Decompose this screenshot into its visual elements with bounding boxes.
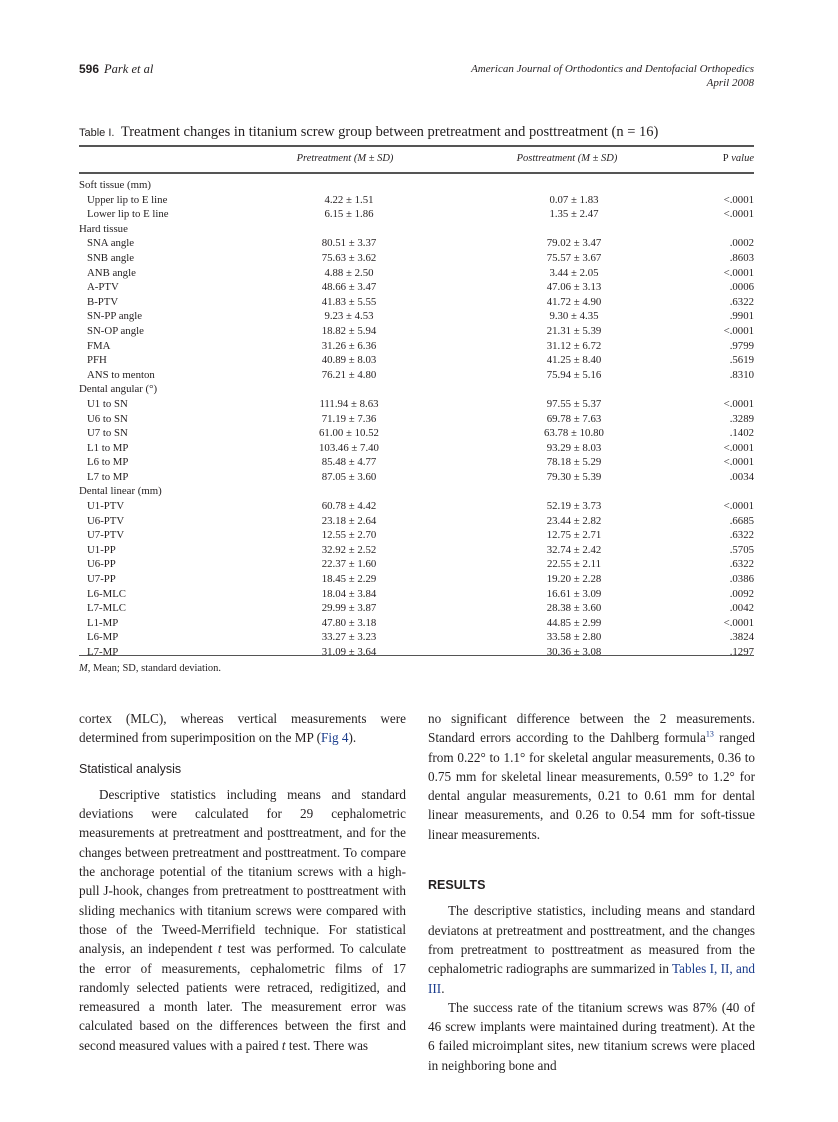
cell-label: ANS to menton bbox=[87, 368, 155, 381]
cell-label: L7-MP bbox=[87, 646, 119, 658]
cell-p: .1402 bbox=[729, 427, 754, 440]
cell-label: U6-PP bbox=[87, 558, 116, 571]
cell-label: Upper lip to E line bbox=[87, 193, 168, 206]
table-group-row bbox=[79, 382, 754, 397]
cell-pre: 32.92 ± 2.52 bbox=[321, 543, 377, 556]
cell-label: L7-MLC bbox=[87, 602, 126, 615]
paragraph: The descriptive statistics, including means and standard deviatons at pretreatment and posttreatment, and the changes from pretreatment to posttreatment as measured from the cephalometric radiographs are summarized in Tables I, II, and III. bbox=[428, 903, 756, 996]
cell-p: .5705 bbox=[729, 543, 754, 556]
cell-post: 22.55 ± 2.11 bbox=[546, 558, 602, 571]
table-row bbox=[79, 587, 754, 602]
paragraph: The success rate of the titanium screws was 87% (40 of 46 screw implants were maintained during treatment). At the 6 failed microimplant sites, new titanium screws were placed in neighboring bone and bbox=[428, 999, 755, 1073]
cell-label: U6-PTV bbox=[87, 514, 125, 527]
cell-p: .8603 bbox=[729, 251, 754, 264]
cell-p: <.0001 bbox=[723, 441, 754, 454]
cell-pre: 48.66 ± 3.47 bbox=[321, 281, 377, 294]
cell-pre: 60.78 ± 4.42 bbox=[321, 500, 377, 513]
cell-label: Dental linear (mm) bbox=[79, 485, 162, 498]
cell-post: 28.38 ± 3.60 bbox=[546, 602, 602, 615]
cell-p: .3289 bbox=[729, 412, 754, 425]
paragraph: no significant difference between the 2 measurements. Standard errors according to the Dahlberg formula$^{13}$ ranged from 0.22° to 1.1° for skeletal angular measurements, 0.36 to 0.75 mm for skeletal linear measurements, 0.59° to 1.2° for dental angular measurements, 0.21 to 0.61 mm for dental linear measurements, and 0.26 to 0.54 mm for soft-tissue linear measurements. bbox=[428, 711, 755, 842]
cell-pre: 75.63 ± 3.62 bbox=[321, 251, 377, 264]
table-row bbox=[79, 353, 754, 368]
cell-label: U1-PP bbox=[87, 543, 116, 556]
table-row bbox=[79, 207, 754, 222]
journal-name: American Journal of Orthodontics and Dentofacial Orthopedics bbox=[471, 63, 754, 75]
cell-post: 79.02 ± 3.47 bbox=[546, 237, 602, 250]
table-row bbox=[79, 251, 754, 266]
paragraph: cortex (MLC), whereas vertical measurements were determined from superimposition on the MP (Fig 4). bbox=[79, 711, 406, 746]
cell-label: PFH bbox=[87, 354, 107, 367]
cell-post: 69.78 ± 7.63 bbox=[546, 412, 602, 425]
cell-pre: 47.80 ± 3.18 bbox=[321, 616, 377, 629]
cell-post: 79.30 ± 5.39 bbox=[546, 470, 602, 483]
paragraph: Descriptive statistics including means and standard deviations were calculated for 29 cephalometric measurements at pretreatment and posttreatment, and for the changes between pretreatment and posttreatment. To compare the anchorage potential of the titanium screws with a high-pull J-hook, changes from pretreatment to posttreatment with sliding mechanics with titanium screws were compared with those of the Tweed-Merrifield technique. For statistical analysis, an independent t test was performed. To calculate the error of measurements, cephalometric films of 17 randomly selected patients were retraced, redigitized, and remeasured a month later. The measurement error was calculated based on the differences between the first and second measured values with a paired t test. There was bbox=[79, 786, 406, 1053]
table-bottom-rule bbox=[79, 655, 754, 656]
cell-label: Soft tissue (mm) bbox=[79, 179, 151, 191]
cell-label: Dental angular (°) bbox=[79, 383, 158, 396]
cell-pre: 23.18 ± 2.64 bbox=[321, 514, 377, 527]
table-row bbox=[79, 426, 754, 441]
cell-post: 44.85 ± 2.99 bbox=[546, 616, 602, 629]
cell-post: 41.72 ± 4.90 bbox=[546, 295, 602, 308]
cell-label: L6-MLC bbox=[87, 587, 126, 600]
table-group-row bbox=[79, 178, 754, 193]
cell-pre: 18.82 ± 5.94 bbox=[321, 324, 377, 337]
cell-p: .0386 bbox=[729, 573, 754, 586]
cell-p: .9901 bbox=[729, 310, 754, 323]
cell-p: .0002 bbox=[729, 237, 754, 250]
cell-post: 19.20 ± 2.28 bbox=[546, 573, 602, 586]
cell-label: Hard tissue bbox=[79, 222, 128, 235]
table-row bbox=[79, 543, 754, 558]
cell-pre: 33.27 ± 3.23 bbox=[321, 631, 377, 644]
cell-p: .0092 bbox=[729, 587, 754, 600]
cell-p: .3824 bbox=[729, 631, 754, 644]
cell-post: 9.30 ± 4.35 bbox=[549, 310, 599, 323]
section-heading-results: RESULTS bbox=[428, 878, 486, 893]
body-right-column bbox=[428, 709, 755, 1075]
cell-p: .5619 bbox=[729, 354, 754, 367]
table-row bbox=[79, 557, 754, 572]
table-row bbox=[79, 309, 754, 324]
cell-post: 16.61 ± 3.09 bbox=[546, 587, 602, 600]
cell-label: L6 to MP bbox=[87, 456, 129, 469]
cell-p: .0006 bbox=[729, 281, 754, 294]
table-row bbox=[79, 280, 754, 295]
table-row bbox=[79, 470, 754, 485]
cell-p: .0034 bbox=[729, 470, 754, 483]
table-row bbox=[79, 266, 754, 281]
issue-date: April 2008 bbox=[706, 77, 754, 89]
cell-pre: 87.05 ± 3.60 bbox=[321, 470, 377, 483]
cell-label: U1-PTV bbox=[87, 500, 125, 513]
cell-post: 52.19 ± 3.73 bbox=[546, 500, 602, 513]
cell-p: .8310 bbox=[729, 368, 754, 381]
page-number: 596 bbox=[79, 62, 100, 76]
cell-post: 3.44 ± 2.05 bbox=[549, 266, 599, 279]
cell-post: 93.29 ± 8.03 bbox=[546, 441, 602, 454]
cell-pre: 85.48 ± 4.77 bbox=[321, 456, 377, 469]
cell-label: U6 to SN bbox=[87, 412, 128, 425]
cell-label: FMA bbox=[87, 339, 111, 352]
cell-pre: 31.26 ± 6.36 bbox=[321, 339, 377, 352]
cell-post: 32.74 ± 2.42 bbox=[546, 543, 602, 556]
cell-p: .6322 bbox=[729, 529, 754, 542]
cell-pre: 61.00 ± 10.52 bbox=[319, 427, 379, 440]
table-row bbox=[79, 412, 754, 427]
table-row bbox=[79, 455, 754, 470]
cell-label: SNB angle bbox=[87, 251, 135, 264]
cell-p: .6322 bbox=[729, 558, 754, 571]
cell-pre: 4.88 ± 2.50 bbox=[324, 266, 374, 279]
column-header-posttreatment: Posttreatment (M ± SD) bbox=[516, 153, 618, 164]
table-row bbox=[79, 528, 754, 543]
cell-label: SNA angle bbox=[87, 237, 135, 250]
table-header-rule bbox=[79, 172, 754, 174]
tables-link[interactable]: Tables I, II, and III bbox=[428, 961, 756, 996]
table-row bbox=[79, 616, 754, 631]
cell-p: .6685 bbox=[729, 514, 754, 527]
table-caption-text: Treatment changes in titanium screw group between pretreatment and posttreatment (n = 16) bbox=[120, 124, 659, 140]
table-footnote: M, Mean; SD, standard deviation. bbox=[79, 663, 222, 674]
reference-link[interactable]: 13 bbox=[705, 729, 714, 739]
cell-p: <.0001 bbox=[723, 397, 754, 410]
table-caption bbox=[79, 124, 658, 141]
cell-label: L7 to MP bbox=[87, 470, 129, 483]
section-heading-statistical-analysis: Statistical analysis bbox=[79, 761, 182, 776]
cell-label: L6-MP bbox=[87, 631, 119, 644]
cell-post: 63.78 ± 10.80 bbox=[544, 427, 604, 440]
table-row bbox=[79, 295, 754, 310]
cell-p: <.0001 bbox=[723, 324, 754, 337]
column-header-pretreatment: Pretreatment (M ± SD) bbox=[296, 153, 394, 164]
cell-pre: 9.23 ± 4.53 bbox=[324, 310, 374, 323]
cell-pre: 18.04 ± 3.84 bbox=[321, 587, 377, 600]
cell-p: <.0001 bbox=[723, 208, 754, 221]
cell-post: 41.25 ± 8.40 bbox=[546, 354, 602, 367]
figure-link[interactable]: Fig 4 bbox=[320, 730, 349, 746]
cell-p: .6322 bbox=[729, 295, 754, 308]
cell-pre: 12.55 ± 2.70 bbox=[321, 529, 377, 542]
cell-pre: 80.51 ± 3.37 bbox=[321, 237, 377, 250]
cell-p: .1297 bbox=[729, 646, 754, 658]
table-group-row bbox=[79, 484, 754, 499]
table-row bbox=[79, 601, 754, 616]
table-body bbox=[79, 178, 754, 660]
running-head-left bbox=[79, 62, 153, 77]
cell-pre: 41.83 ± 5.55 bbox=[321, 295, 377, 308]
cell-pre: 31.09 ± 3.64 bbox=[321, 646, 377, 658]
cell-post: 23.44 ± 2.82 bbox=[546, 514, 602, 527]
cell-post: 0.07 ± 1.83 bbox=[549, 193, 599, 206]
cell-post: 31.12 ± 6.72 bbox=[546, 339, 602, 352]
cell-pre: 103.46 ± 7.40 bbox=[319, 441, 379, 454]
column-header-p-value: P value bbox=[722, 153, 754, 164]
table-group-row bbox=[79, 222, 754, 237]
cell-post: 33.58 ± 2.80 bbox=[546, 631, 602, 644]
table-row bbox=[79, 645, 754, 660]
cell-post: 21.31 ± 5.39 bbox=[546, 324, 602, 337]
table-top-rule bbox=[79, 145, 754, 147]
authors: Park et al bbox=[104, 62, 154, 76]
table-row bbox=[79, 514, 754, 529]
cell-label: U7 to SN bbox=[87, 427, 128, 440]
cell-p: <.0001 bbox=[723, 500, 754, 513]
cell-label: SN-PP angle bbox=[87, 310, 143, 323]
cell-p: <.0001 bbox=[723, 616, 754, 629]
cell-post: 1.35 ± 2.47 bbox=[549, 208, 599, 221]
table-row bbox=[79, 236, 754, 251]
cell-label: SN-OP angle bbox=[87, 324, 144, 337]
table-label: Table I. bbox=[79, 127, 115, 139]
table-row bbox=[79, 572, 754, 587]
cell-p: <.0001 bbox=[723, 456, 754, 469]
table-row bbox=[79, 397, 754, 412]
cell-post: 97.55 ± 5.37 bbox=[546, 397, 602, 410]
cell-label: U1 to SN bbox=[87, 397, 128, 410]
cell-post: 30.36 ± 3.08 bbox=[546, 646, 602, 658]
cell-pre: 111.94 ± 8.63 bbox=[319, 397, 379, 410]
table-row bbox=[79, 339, 754, 354]
cell-pre: 40.89 ± 8.03 bbox=[321, 354, 377, 367]
cell-label: A-PTV bbox=[87, 281, 119, 294]
cell-p: <.0001 bbox=[723, 266, 754, 279]
table-row bbox=[79, 368, 754, 383]
cell-pre: 22.37 ± 1.60 bbox=[321, 558, 377, 571]
cell-label: Lower lip to E line bbox=[87, 208, 169, 221]
cell-label: L1-MP bbox=[87, 616, 119, 629]
cell-pre: 71.19 ± 7.36 bbox=[321, 412, 377, 425]
cell-post: 47.06 ± 3.13 bbox=[546, 281, 602, 294]
cell-label: U7-PP bbox=[87, 573, 116, 586]
cell-post: 12.75 ± 2.71 bbox=[546, 529, 602, 542]
table-row bbox=[79, 499, 754, 514]
cell-pre: 18.45 ± 2.29 bbox=[321, 573, 377, 586]
cell-post: 78.18 ± 5.29 bbox=[546, 456, 602, 469]
table-row bbox=[79, 630, 754, 645]
cell-label: U7-PTV bbox=[87, 529, 125, 542]
cell-pre: 29.99 ± 3.87 bbox=[321, 602, 377, 615]
cell-label: L1 to MP bbox=[87, 441, 129, 454]
table-row bbox=[79, 441, 754, 456]
cell-pre: 76.21 ± 4.80 bbox=[321, 368, 377, 381]
body-left-column bbox=[79, 709, 406, 1055]
cell-label: B-PTV bbox=[87, 295, 119, 308]
cell-label: ANB angle bbox=[87, 266, 136, 279]
table-row bbox=[79, 324, 754, 339]
cell-pre: 4.22 ± 1.51 bbox=[324, 193, 374, 206]
table-row bbox=[79, 193, 754, 208]
cell-p: .0042 bbox=[729, 602, 754, 615]
cell-post: 75.94 ± 5.16 bbox=[546, 368, 602, 381]
cell-pre: 6.15 ± 1.86 bbox=[324, 208, 374, 221]
cell-p: <.0001 bbox=[723, 193, 754, 206]
running-head-right bbox=[471, 62, 754, 90]
cell-p: .9799 bbox=[729, 339, 754, 352]
cell-post: 75.57 ± 3.67 bbox=[546, 251, 602, 264]
